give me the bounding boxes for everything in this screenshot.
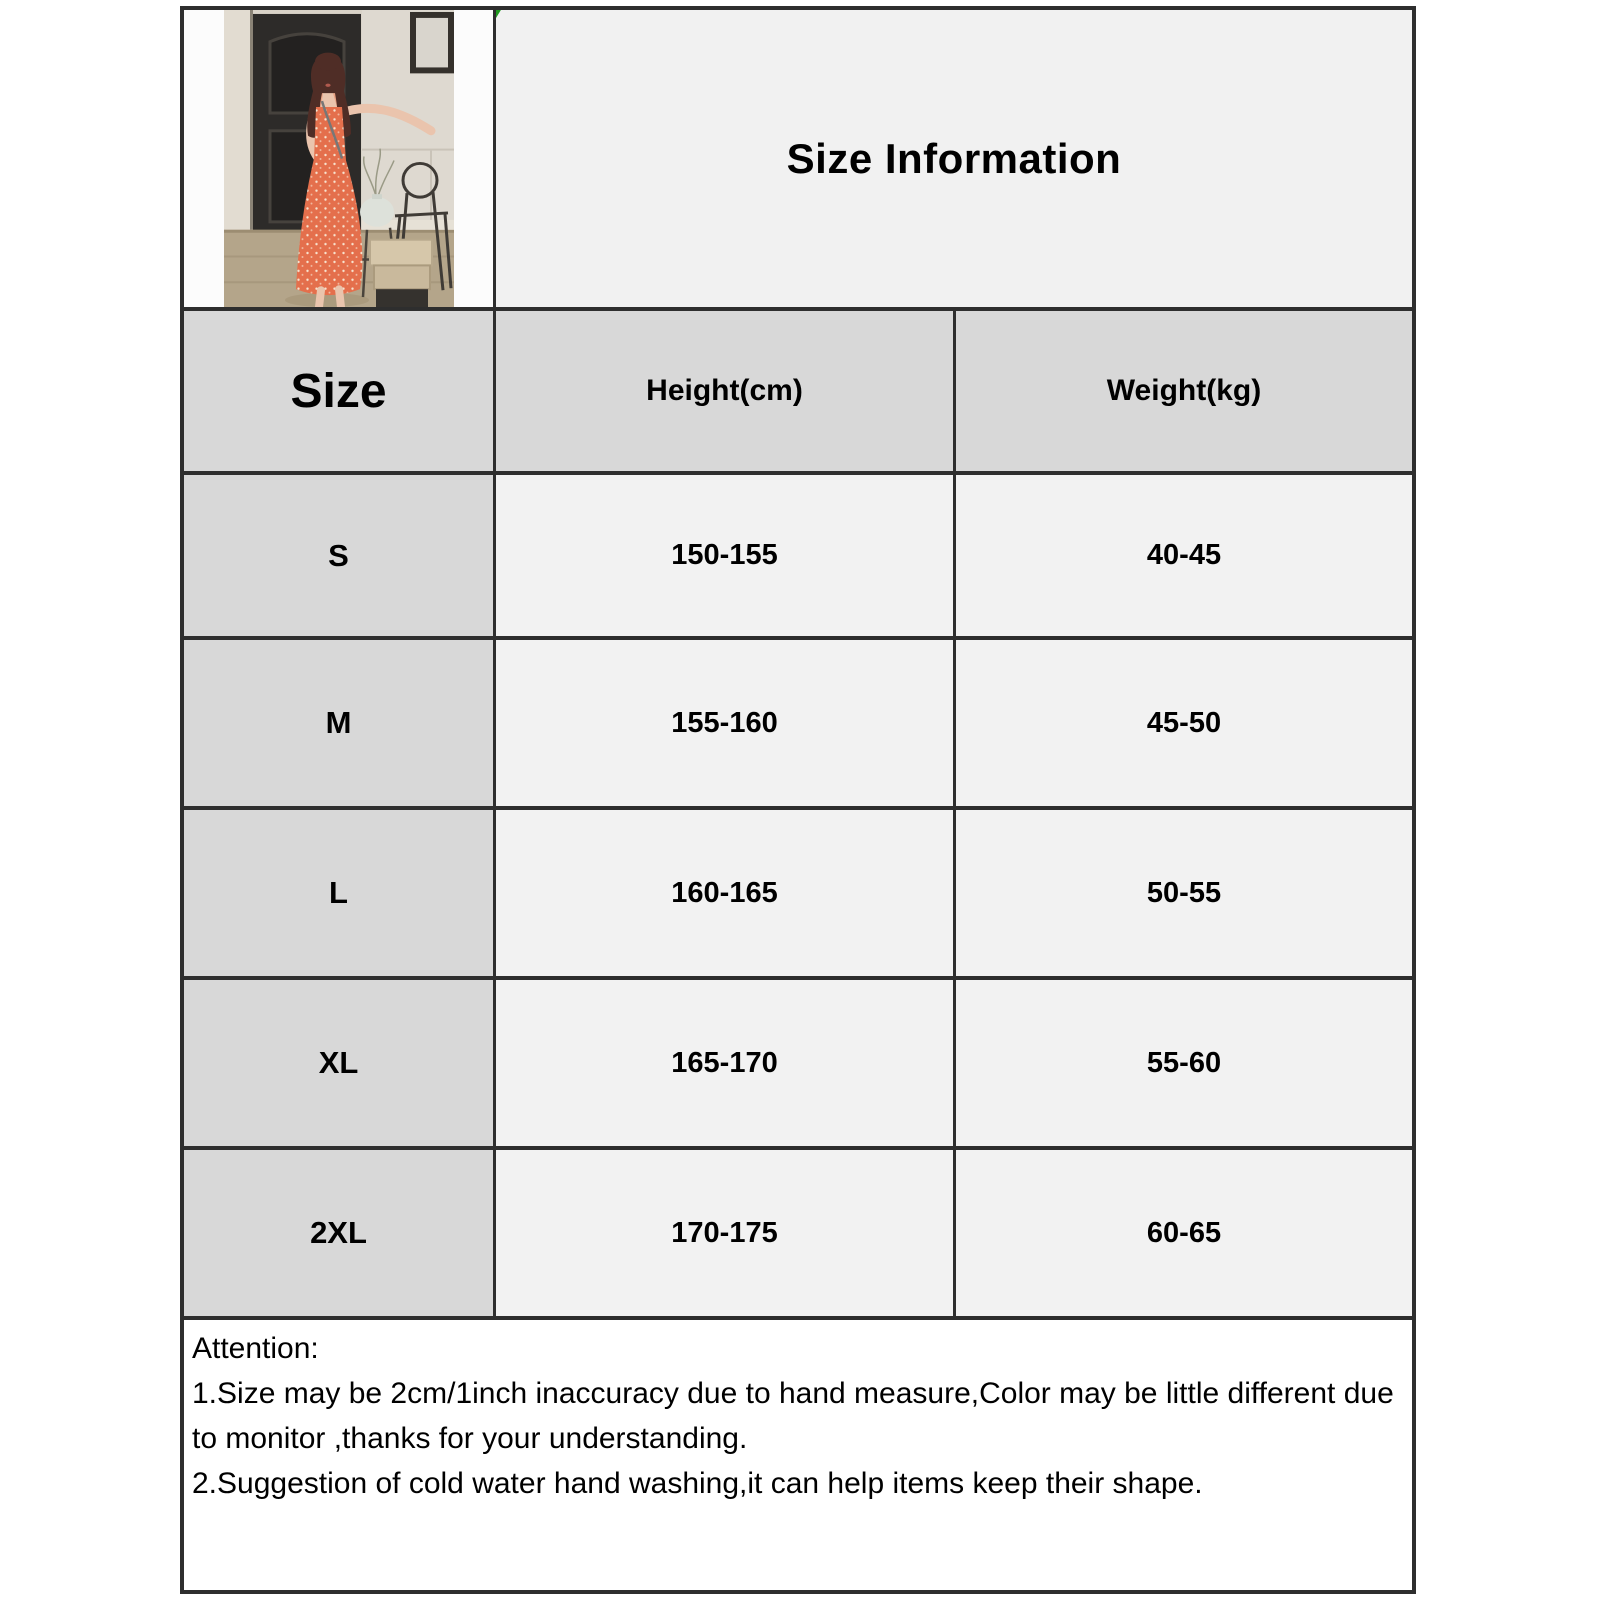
- picture-frame: [410, 12, 454, 73]
- top-row: [184, 10, 1412, 311]
- table-row-2xl: [184, 1150, 1412, 1320]
- title-cell: [496, 10, 1412, 307]
- product-photo: [224, 10, 454, 307]
- size-cell: 2XL: [184, 1150, 496, 1316]
- table-row-l: [184, 810, 1412, 980]
- weight-header-cell: Weight(kg): [956, 311, 1412, 471]
- size-header-cell: Size: [184, 311, 496, 471]
- size-chart-table: [180, 6, 1416, 1594]
- weight-cell: 50-55: [956, 810, 1412, 976]
- page-title: Size Information: [786, 134, 1122, 182]
- attention-section: [184, 1320, 1412, 1590]
- header-row: [184, 311, 1412, 475]
- weight-cell: 60-65: [956, 1150, 1412, 1316]
- product-photo-cell: [184, 10, 496, 307]
- size-cell: L: [184, 810, 496, 976]
- size-cell: S: [184, 475, 496, 636]
- table-row-xl: [184, 980, 1412, 1150]
- weight-cell: 45-50: [956, 640, 1412, 806]
- attention-note-2: 2.Suggestion of cold water hand washing,it can help items keep their shape.: [192, 1467, 1203, 1500]
- weight-cell: 40-45: [956, 475, 1412, 636]
- table-row-s: [184, 475, 1412, 640]
- height-cell: 170-175: [496, 1150, 956, 1316]
- table-row-m: [184, 640, 1412, 810]
- height-header-cell: Height(cm): [496, 311, 956, 471]
- height-cell: 150-155: [496, 475, 956, 636]
- stacked-boxes: [370, 240, 432, 307]
- height-cell: 160-165: [496, 810, 956, 976]
- weight-cell: 55-60: [956, 980, 1412, 1146]
- height-cell: 155-160: [496, 640, 956, 806]
- green-corner-marker-icon: [496, 10, 507, 18]
- size-cell: XL: [184, 980, 496, 1146]
- height-cell: 165-170: [496, 980, 956, 1146]
- size-cell: M: [184, 640, 496, 806]
- attention-note-1: 1.Size may be 2cm/1inch inaccuracy due to hand measure,Color may be little different due to monitor ,thanks for your understanding.: [192, 1377, 1394, 1455]
- attention-heading: Attention:: [192, 1332, 319, 1365]
